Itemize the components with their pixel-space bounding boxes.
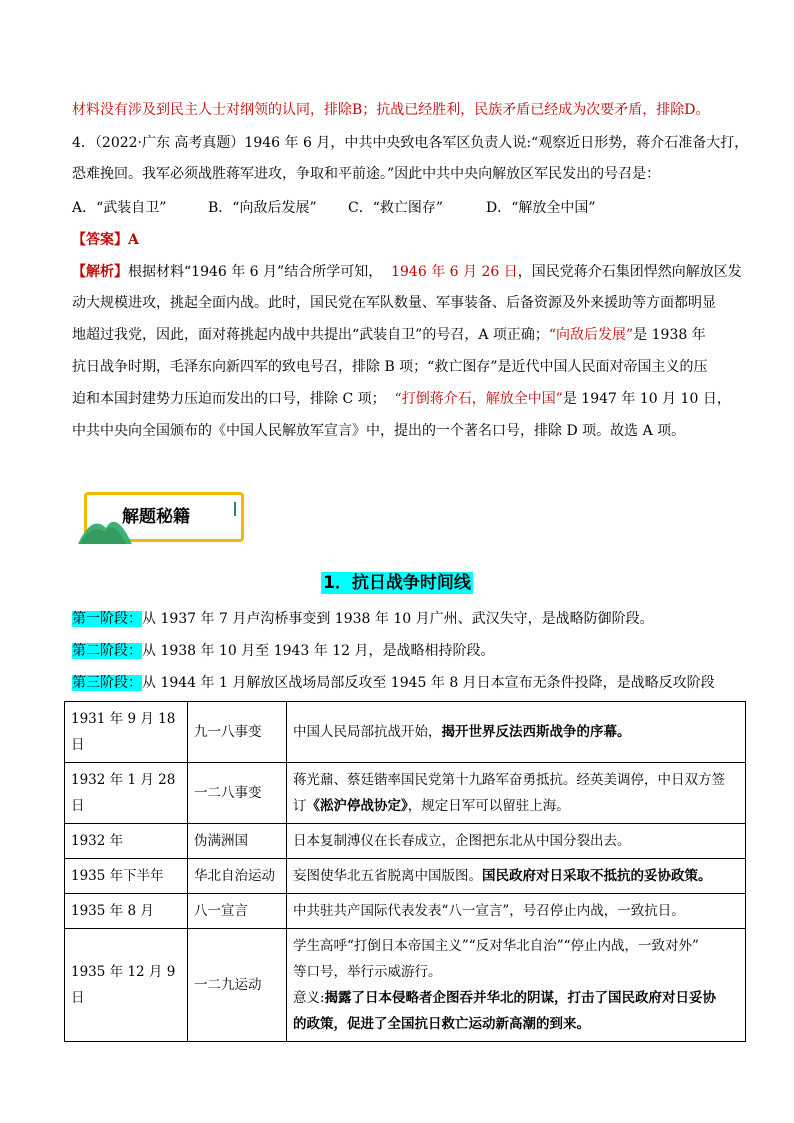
table-row xyxy=(65,859,746,894)
answer-tag: 【答案】 xyxy=(72,232,128,248)
question-4-line-2: 恐难挽回。我军必须战胜蒋军进攻，争取和平前途。”因此中共中央向解放区军民发出的号召是： xyxy=(72,166,661,182)
analysis-text: 是 1947 年 10 月 10 日， xyxy=(562,391,731,407)
table-row xyxy=(65,894,746,929)
analysis-highlight: “打倒蒋介石，解放全中国” xyxy=(394,391,563,407)
option-c: C．“救亡图存” xyxy=(348,200,444,216)
event-cell: 伪满洲国 xyxy=(188,824,287,859)
stage-2 xyxy=(72,641,495,661)
analysis-text: 根据材料“1946 年 6 月”结合所学可知， xyxy=(128,264,383,280)
timeline-table xyxy=(64,701,746,1042)
analysis-tag: 【解析】 xyxy=(72,264,128,280)
analysis-text: ，国民党蒋介石集团悍然向解放区发 xyxy=(517,264,742,280)
date-cell: 1935 年 12 月 9 日 xyxy=(65,929,188,1042)
stage-1 xyxy=(72,609,654,629)
stage-label: 第三阶段： xyxy=(72,675,142,691)
date-cell: 1932 年 xyxy=(65,824,188,859)
analysis-text: 迫和本国封建势力压迫而发出的口号，排除 C 项； xyxy=(72,391,386,407)
table-row xyxy=(65,702,746,763)
event-cell: 一二八事变 xyxy=(188,763,287,824)
analysis-highlight: 1946 年 6 月 26 日 xyxy=(391,264,518,280)
option-d: D．“解放全中国” xyxy=(486,200,596,216)
stage-text: 从 1944 年 1 月解放区战场局部反攻至 1945 年 8 月日本宣布无条件投降，是战略反攻阶段 xyxy=(142,675,715,691)
event-cell: 一二九运动 xyxy=(188,929,287,1042)
option-b: B．“向敌后发展” xyxy=(208,200,317,216)
desc-cell: 妄图使华北五省脱离中国版图。国民政府对日采取不抵抗的妥协政策。 xyxy=(287,859,746,894)
date-cell: 1935 年下半年 xyxy=(65,859,188,894)
section-heading: 1．抗日战争时间线 xyxy=(323,573,471,593)
table-row xyxy=(65,929,746,1042)
analysis-highlight: “向敌后发展” xyxy=(548,327,634,343)
analysis-line-4: 抗日战争时期，毛泽东向新四军的致电号召，排除 B 项；“救亡图存”是近代中国人民面对帝国主义的压 xyxy=(72,359,708,375)
desc-cell: 学生高呼“打倒日本帝国主义”“反对华北自治”“停止内战，一致对外” 等口号，举行示威游行。 意义:揭露了日本侵略者企图吞并华北的阴谋，打击了国民政府对日妥协 的政策，促进了全国抗日救亡运动新高潮的到来。 xyxy=(287,929,746,1042)
analysis-line-2: 动大规模进攻，挑起全面内战。此时，国民党在军队数量、军事装备、后备资源及外来援助等方面都明显 xyxy=(72,295,716,311)
stage-text: 从 1937 年 7 月卢沟桥事变到 1938 年 10 月广州、武汉失守，是战略防御阶段。 xyxy=(142,611,654,627)
analysis-line-1 xyxy=(72,262,742,282)
option-a: A．“武装自卫” xyxy=(72,200,167,216)
section-badge xyxy=(78,492,244,544)
stage-label: 第二阶段： xyxy=(72,643,142,659)
analysis-text: 地超过我党，因此，面对蒋挑起内战中共提出“武装自卫”的号召，A 项正确； xyxy=(72,327,549,343)
analysis-line-3 xyxy=(72,325,706,345)
answer-value: A xyxy=(128,232,139,248)
badge-title: 解题秘籍 xyxy=(122,507,190,527)
event-cell: 九一八事变 xyxy=(188,702,287,763)
table-row xyxy=(65,824,746,859)
event-cell: 八一宣言 xyxy=(188,894,287,929)
date-cell: 1932 年 1 月 28 日 xyxy=(65,763,188,824)
answer-line xyxy=(72,230,139,250)
stage-text: 从 1938 年 10 月至 1943 年 12 月，是战略相持阶段。 xyxy=(142,643,495,659)
stage-3 xyxy=(72,673,715,693)
analysis-line-5 xyxy=(72,389,731,409)
date-cell: 1935 年 8 月 xyxy=(65,894,188,929)
analysis-text: 是 1938 年 xyxy=(633,327,706,343)
desc-cell: 中国人民局部抗战开始，揭开世界反法西斯战争的序幕。 xyxy=(287,702,746,763)
table-row xyxy=(65,763,746,824)
stage-label: 第一阶段： xyxy=(72,611,142,627)
date-cell: 1931 年 9 月 18 日 xyxy=(65,702,188,763)
desc-cell: 蒋光鼐、蔡廷锴率国民党第十九路军奋勇抵抗。经英美调停，中日双方签 订《淞沪停战协定》，规定日军可以留驻上海。 xyxy=(287,763,746,824)
event-cell: 华北自治运动 xyxy=(188,859,287,894)
analysis-line-6: 中共中央向全国颁布的《中国人民解放军宣言》中，提出的一个著名口号，排除 D 项。故选 A 项。 xyxy=(72,423,686,439)
question-4-line-1: 4．（2022·广东 高考真题）1946 年 6 月，中共中央致电各军区负责人说:“观察近日形势，蒋介石准备大打， xyxy=(72,135,749,151)
desc-cell: 日本复制溥仪在长春成立，企图把东北从中国分裂出去。 xyxy=(287,824,746,859)
desc-cell: 中共驻共产国际代表发表“八一宣言”，号召停止内战，一致抗日。 xyxy=(287,894,746,929)
analysis-continuation: 材料没有涉及到民主人士对纲领的认同，排除B；抗战已经胜利，民族矛盾已经成为次要矛盾，排除D。 xyxy=(72,102,710,118)
